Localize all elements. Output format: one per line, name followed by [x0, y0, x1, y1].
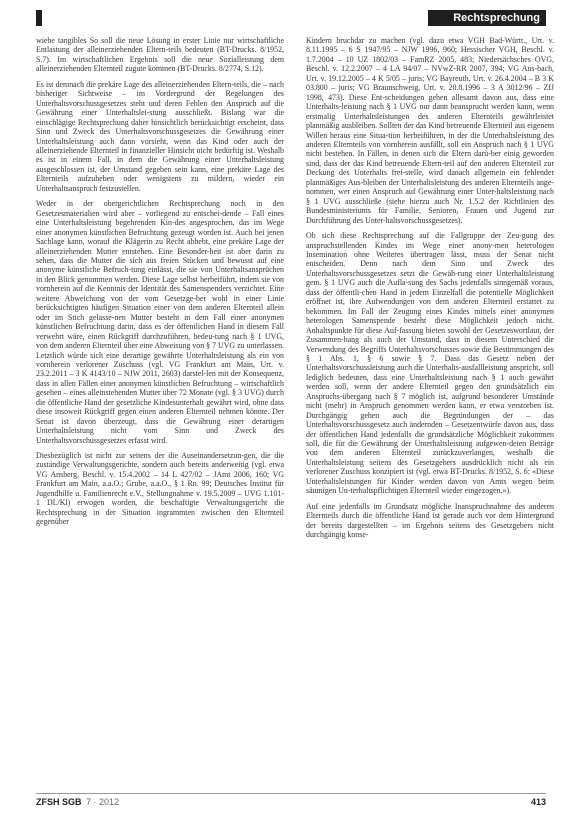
header-bar	[36, 10, 42, 26]
paragraph: Weder in der obergerichtlichen Rechtsprechung noch in den Gesetzesmaterialien wird aber – vorliegend zu entschei-dende – Fall eines eine Unterhaltsleistung begehrenden Kin-des angesprochen, das im Wege einer anonymen künstlichen Befruchtung gezeugt worden ist. Auch bei jenen Sachlage kann, worauf die Klägerin zu Recht abhebt, eine prekäre Lage der alleinerziehenden Mutter entstehen. Eine Besonder-heit ist aber darin zu sehen, dass die Mutter die sich aus freien Stücken und bewusst auf eine anonyme künstliche Befruch-tung einlässt, die sie von Unterhaltsansprüchen in den Blick genommen werden. Diese Lage selbst herbeiführt, indem sie von vornherein auf die Kenntnis der Identität des Samenspenders verzichtet. Eine weitere Abweichung von der vom Gesetzge-ber wohl in einer Linie berücksichtigten häufigen Situation einer von dem anderen Elternteil allein oder im Stich gelasse-nen Mutter besteht in dem Fall einer anonymen künstlichen Befruchtung darin, dass es der öffentlichen Hand in diesem Fall verwehrt wäre, einen Rückgriff durchzuführen, bedeu-tung nach § 1 UVG, von dem anderen Elternteil über eine Abweisung von § 7 UVG zu unterlassen. Letztlich würde sich eine derartige gewährte Unterhaltsleistung als ein von vornherein verlorener Zuschuss (vgl. VG Frankfurt am Main, Urt. v. 23.2.2011 – 3 K 4143/10 – NJW 2011, 2603) darstel-len mit der Konsequenz, dass in allen Fällen einer anonymen künstlichen Befruchtung – wirtschaftlich gesehen – eines alleinstehenden Mutter über 72 Monate (vgl. § 3 UVG) durch die öffentliche Hand der gesetzliche Kindesunterhalt gewährt wird, ohne dass diese insoweit Rückgriff gegen einen anderen Elternteil nehmen könnte. Der Senat ist davon überzeugt, dass die Gewährung einer derartigen Unterhaltsleistung nicht vom Sinn und Zweck des Unterhaltsvorschussgesetzes erfasst wird.	[36, 199, 284, 445]
paragraph: Es ist demnach die prekäre Lage des alleinerziehenden Eltern-teils, die – nach bisheriger Sichtweise – im Vordergrund der Regelungen des Unterhaltsvorschussgesetzes steht und deren Fehlen den Anspruch auf die Gewährung einer Unterhaltslei-stung ausschließt. Bislang war die einschlägige Rechtsprechung daher hinsichtlich berücksichtigt erscheint, dass Sinn und Zweck des Unterhaltsvorschussgesetzes die Gewährung einer Unterhaltsleistung auch dann vorsieht, wenn das Kind oder auch der alleinerziehende Elternteil in finanzieller Hinsicht nicht bedürftig ist. Weshalb es ist in einem Fall, in dem die Gewährung einer Unterhaltsleistung ausgeschlossen ist, der Umstand gegeben sein kann, eine prekäre Lage des Elternteils aufzuheben oder wenigstens zu mildern, wieder ein Unterhaltsanspruch festzustellen.	[36, 79, 284, 193]
page-footer	[36, 793, 546, 807]
journal-name: ZFSH SGB	[36, 797, 82, 807]
paragraph: Diesbezüglich ist nicht zur seitens der die Auseinandersetzun-gen, die die zuständige Verwaltungsgerichte, sondern auch bereits anderweitig (vgl. etwa VG Ansberg, Beschl. v. 15.4.2002 – 14 L 427/02 – JAmt 2006, 160; VG Frankfurt am Main, a.a.O.; Grube, a.a.O., § 1 Rn. 99; Deutsches Institut für Jugendhilfe u. Familienrecht e.V., Stellungnahme v. 19.5.2009 – UVG 1.101-1 DL/Kl) erwogen worden, die beschaftigte Verwaltungsgericht die Rechtsprechung in der Situation ingrammten zwischen den Elternteil gegenüber	[36, 451, 284, 527]
paragraph: wiebe tangibles So soll die neue Lösung in erster Linie nur wirtschaftliche Entlastung der alleinerziehenden Eltern-teils bedeuten (BT-Drucks. 8/1952, S.7). Im wirtschaftlichen Ergebnis soll die neue Sozialleistung dem alleinerziehenden Elternteil zugute kommen (BT-Drucks. 8/2774, S.12).	[36, 36, 284, 74]
journal-issue: 7 · 2012	[86, 797, 120, 807]
section-header: Rechtsprechung	[428, 10, 546, 26]
paragraph: Kindern bruchdar zu machen (vgl. dazu etwa VGH Bad-Württ., Urt. v. 8.11.1995 – 6 S 1947/95 – NJW 1996, 960; Hessischer VGH, Beschl. v. 1.7.2004 – 10 UZ 1802/03 – FamRZ 2005, 483; Niedersächsches OVG, Beschl. v. 12.2.2007 – 4 LA 94/07 – NVwZ-RR 2007, 394; VG Ans-bach, Urt. v. 19.12.2005 – 4 K 5/05 – juris; VG Bayreuth, Urt. v. 26.4.2004 – B 3 K 03.800 – juris; VG Braunschweig, Urt. v. 20.8.1996 – 3 A 3012/96 – ZfJ 1998, 473). Diese Ent-scheidungen gehen allesamt davon aus, dass eine Unterhalts-leistung nach § 1 UVG nur dann beansprucht werden kann, wenn erstmalig Unterhaltsleistungen des anderen Elternteils gewährleistet planmäßig ausbleiben. Sollten der das Kind betreuende Elternteil aus eigenem Willen heraus eine Situa-tion herbeiführen, in der die Unterhaltsleistung des anderen Elternteils von vornherein ausfällt, soll ein Anspruch nach § 1 UVG nicht bestehen. In Fällen, in denen sich die Eltern darü-ber einig geworden sind, dass der das Kind betreuende Eltern-teil auf den anderen Elternteil zur Deckung des Unterhalts frei-stelle, wird danach allgemein ein fehlender planmäßiges Aus-bleiben der Unterhaltsleistung des anderen Elternteils ange-nommen, wer einen Anspruch auf Gewährung einer Unter-haltsleistung nach § 1 UVG ausschließe (siehe hierzu auch Nr. 1.5.2 der Richtlinien des Bundesministeriums für Familie, Senioren, Frauen und Jugend zur Durchführung des Unter-haltsvorschussgesetzes).	[306, 36, 554, 225]
left-column	[36, 36, 284, 527]
paragraph: Auf eine jedenfalls im Grundsatz mögliche Inanspruchnahme des anderen Elternteils durch die öffentliche Hand ist gerade auch vor dem Hintergrund der bereits dargestellten – im Ergebnis seitens des Gesetzgebers nicht durchgängig konse-	[306, 501, 554, 540]
right-column	[306, 36, 554, 540]
page-number: 413	[530, 797, 546, 807]
footer-journal-info	[36, 797, 121, 807]
paragraph: Ob sich diese Rechtsprechung auf die Fallgruppe der Zeu-gung des anspruchstellenden Kindes im Wege einer anony-men heterologen Insemination ohne Weiteres übertragen lässt, muss der Senat nicht entscheiden. Denn nach dem Sinn und Zweck des Unterhaltsvorschussgesetzes setzt die Gewäh-rung einer Unterhaltsleistung gem. § 1 UVG auch die Aufla-sung des Sachs jedenfalls sinngemäß voraus, dass der öffentli-chen Hand in jedem Einzelfall die potentielle Möglichkeit eröffnet ist, ihre Aufwendungen von dem anderen Elternteil erstattet zu bekommen. Im Fall der Zeugung eines Kindes mittels einer anonymen heterologen Samenspende besteht diese Möglichkeit jedoch nicht. Anhaltspunkte für diese Auf-fassung bieten sowohl der Gesetzeswortlaut, der Zusammen-hang als auch der Umstand, dass in diesem Unterschied die Verwendung des Begriffs Unterhaltsvorschusses sowie die Bestimmungen des § 1 Abs. 1, § 6 sowie § 7. Dass das Gesetz neben der Unterhaltsvorschussleistung auch die Unterhalts-ausfallleistung anspricht, soll lediglich bedeuten, dass eine Unterhaltsleistung nach § 1 auch gewährt werden soll, wenn der andere Elternteil gegen den grundsätzlich ein Anspruchs-übergang nach § 7 möglich ist, aufgrund besonderer Umstände nicht (mehr) in Anspruch genommen werden kann, er etwa verstorben ist. Durchgängig gehen auch die Begründungen der – das Unterhaltsvorschussgesetz auch ändernden – Gesetzentwürfe davon aus, dass der öffentlichen Hand jedenfalls die grundsätzliche Möglichkeit zukommen soll, die für die Gewährung der Unterhaltsleistung aufgewen-deten Beträge von dem anderen Elternteil zurückzuverlangen, weshalb die Unterhaltsleistung seitens des Gesetzgebers ausdrücklich nicht als ein verlorener Zuschuss konzipiert ist (vgl. etwa BT-Drucks. 8/1952, S. 6: «Diese Unterhaltsleistungen für Kinder werden davon von Amts wegen beim säumigen Un-terhaltspflichtigen Elternteil wieder eingezogen.»).	[306, 231, 554, 496]
